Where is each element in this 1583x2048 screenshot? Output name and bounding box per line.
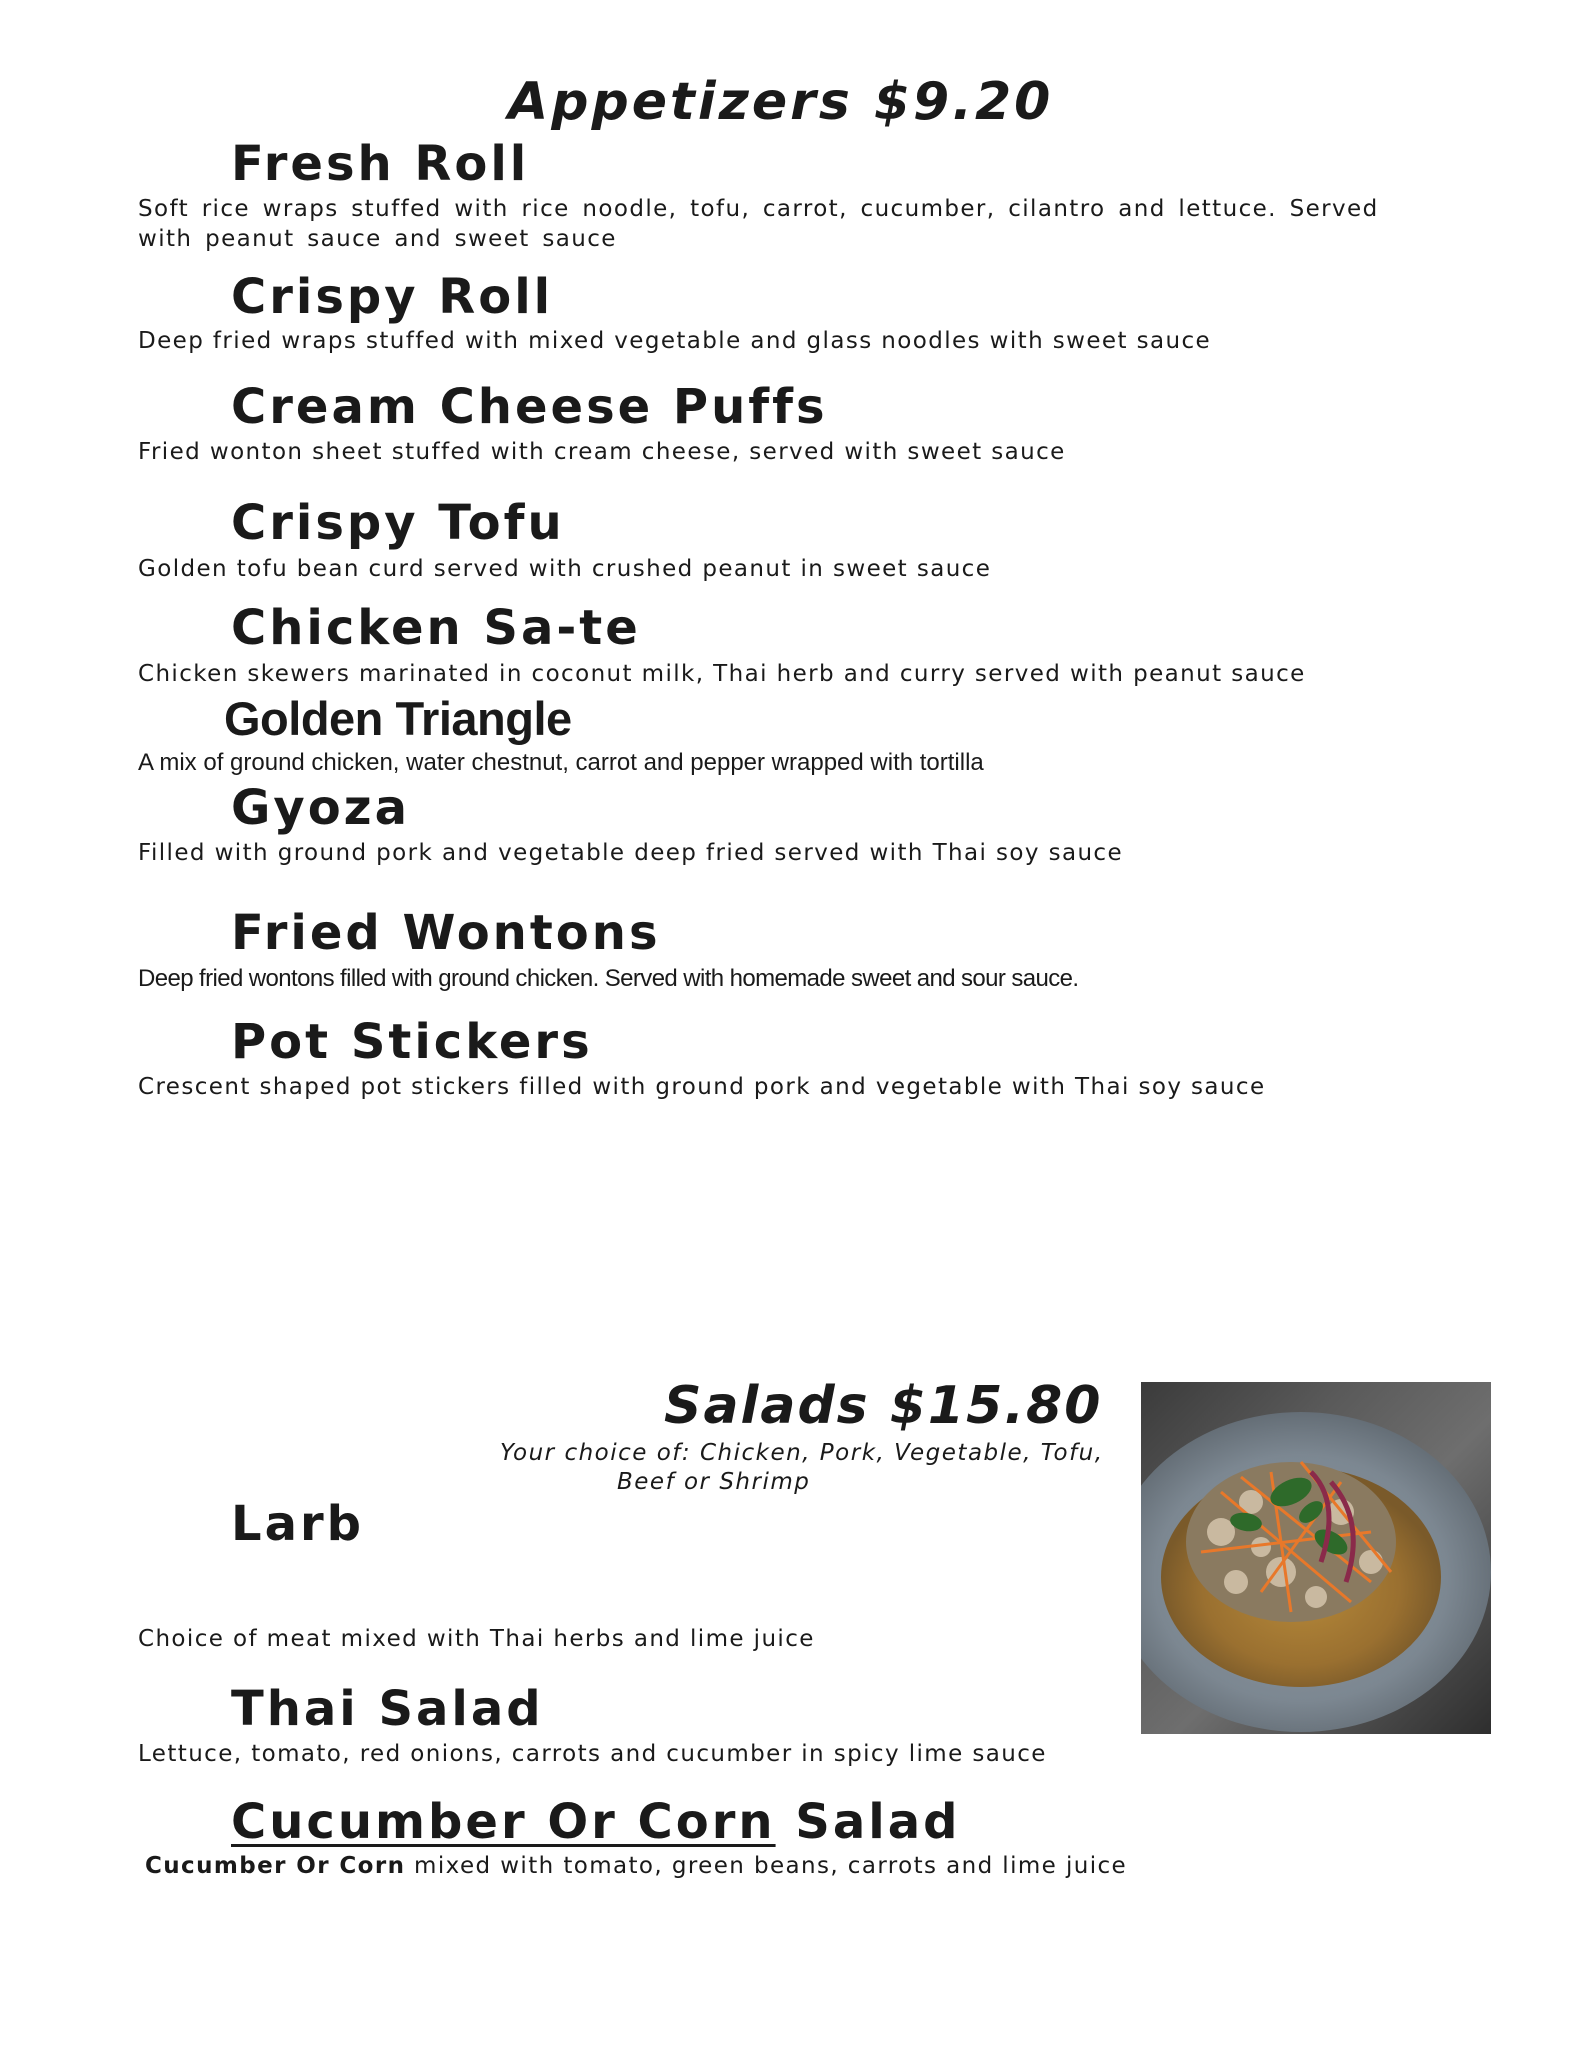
item-desc-crispy-tofu: Golden tofu bean curd served with crushed peanut in sweet sauce [138,556,992,582]
item-desc-larb: Choice of meat mixed with Thai herbs and lime juice [138,1626,815,1652]
item-desc-lead: Cucumber Or Corn [145,1853,406,1879]
item-name-crispy-tofu: Crispy Tofu [231,495,565,551]
item-name-golden-triangle: Golden Triangle [224,692,572,745]
item-desc-fresh-roll: Soft rice wraps stuffed with rice noodle, tofu, carrot, cucumber, cilantro and lettuce. Served with peanut sauce and sweet sauce [138,196,1379,252]
item-name-thai-salad: Thai Salad [231,1681,544,1737]
salads-choice-line1: Your choice of: Chicken, Pork, Vegetable, Tofu, [500,1440,1104,1466]
item-desc-thai-salad: Lettuce, tomato, red onions, carrots and cucumber in spicy lime sauce [138,1741,1047,1767]
item-name-crispy-roll: Crispy Roll [231,269,554,325]
item-name-fresh-roll: Fresh Roll [231,136,530,192]
salad-plate-icon [1141,1382,1491,1734]
item-desc-fried-wontons: Deep fried wontons filled with ground chicken. Served with homemade sweet and sour sauce. [138,965,1079,992]
item-name-salad-suffix: Salad [775,1794,961,1850]
item-desc-gyoza: Filled with ground pork and vegetable deep fried served with Thai soy sauce [138,840,1124,866]
item-desc-golden-triangle: A mix of ground chicken, water chestnut, carrot and pepper wrapped with tortilla [138,749,984,776]
item-desc-crispy-roll: Deep fried wraps stuffed with mixed vegetable and glass noodles with sweet sauce [138,328,1212,354]
item-name-fried-wontons: Fried Wontons [231,905,661,961]
item-desc-pot-stickers: Crescent shaped pot stickers filled with ground pork and vegetable with Thai soy sauce [138,1074,1266,1100]
item-name-larb: Larb [231,1496,365,1552]
item-name-gyoza: Gyoza [231,780,410,836]
salads-title: Salads $15.80 [664,1376,1103,1436]
item-name-cucumber-corn-underlined: Cucumber Or Corn [231,1794,776,1850]
salad-photo-icon [1141,1382,1491,1734]
item-name-chicken-sate: Chicken Sa-te [231,600,641,656]
item-desc-chicken-sate: Chicken skewers marinated in coconut milk, Thai herb and curry served with peanut sauce [138,661,1306,687]
appetizers-title: Appetizers $9.20 [508,72,1054,132]
item-name-cucumber-corn-salad [231,1796,960,1849]
item-desc-cucumber-corn-salad [145,1851,1127,1881]
item-desc-cream-cheese-puffs: Fried wonton sheet stuffed with cream cheese, served with sweet sauce [138,439,1066,465]
item-desc-rest: mixed with tomato, green beans, carrots and lime juice [405,1853,1128,1879]
item-name-pot-stickers: Pot Stickers [231,1014,593,1070]
item-name-cream-cheese-puffs: Cream Cheese Puffs [231,379,828,435]
salads-choice-line2: Beef or Shrimp [617,1469,811,1495]
